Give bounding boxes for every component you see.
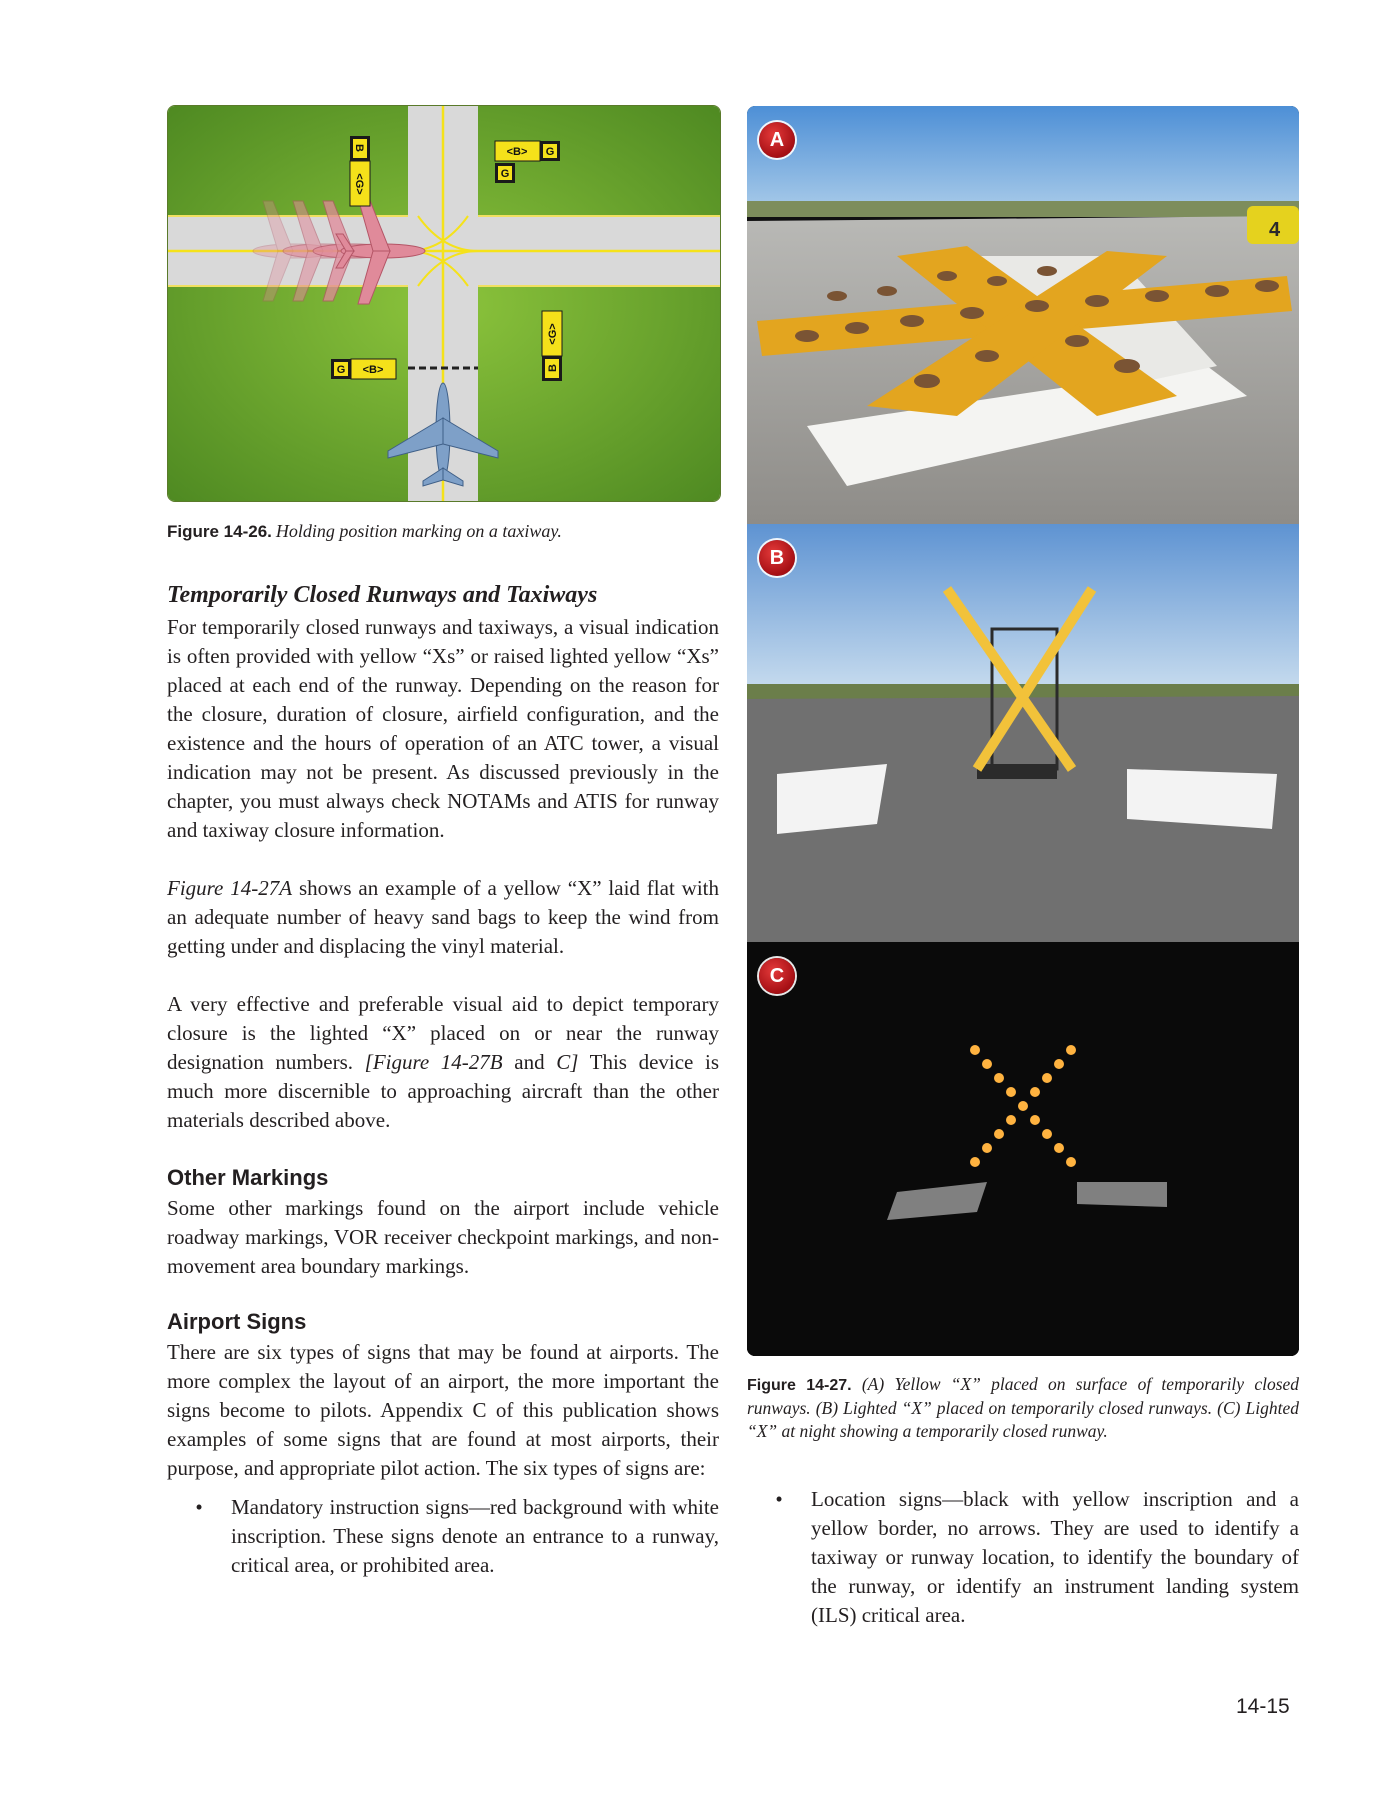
svg-text:B: B (547, 364, 559, 372)
left-column (167, 582, 719, 1580)
bullet-symbol: • (195, 1495, 203, 1519)
badge-a: A (759, 122, 795, 158)
section-heading-signs: Airport Signs (167, 1309, 307, 1334)
svg-text:G: G (500, 168, 510, 180)
right-column (747, 1485, 1299, 1630)
figure-ref: Figure 14-27A (167, 876, 293, 900)
figure-14-26-caption (167, 521, 727, 542)
figure-ref: [Figure 14-27B (364, 1050, 503, 1074)
paragraph-text: shows an example of a yellow “X” laid flat with an adequate number of heavy sand bags to keep the wind from getting under and displacing the vinyl material. (167, 876, 720, 958)
figure-14-27-caption (747, 1373, 1299, 1443)
photo-b-lighted-x-day (747, 524, 1299, 942)
paragraph-closed-2 (167, 874, 719, 961)
photo-panel-c (747, 942, 1299, 1356)
bullet-location-signs (747, 1485, 1299, 1630)
figure-caption-text: Holding position marking on a taxiway. (275, 521, 562, 541)
photo-a-yellow-x (747, 106, 1299, 524)
svg-text:<G>: <G> (353, 173, 365, 195)
sign-bottom-left (331, 359, 396, 379)
paragraph-text: A very effective and preferable visual aid to depict temporary closure is the lighted “X” placed on or near the runway designation numbers. (167, 992, 719, 1074)
figure-label: Figure 14-27. (747, 1377, 852, 1394)
svg-text:<B>: <B> (506, 146, 528, 158)
svg-text:B: B (353, 144, 365, 152)
figure-label: Figure 14-26. (167, 522, 272, 541)
figure-ref: C] (556, 1050, 579, 1074)
paragraph-text: This device is much more discernible to approaching aircraft than the other materials described above. (167, 1050, 720, 1132)
sign-top-left (350, 136, 370, 206)
paragraph-closed-1: For temporarily closed runways and taxiways, a visual indication is often provided with yellow “Xs” or raised lighted yellow “Xs” placed at each end of the runway. Depending on the reason for the closure, duration of closure, airfield configuration, and the existence and the hours of operation of an ATC tower, a visual indication may not be present. As discussed previously in the chapter, you must always check NOTAMs and ATIS for runway and taxiway closure information. (167, 615, 719, 842)
photo-panel-b (747, 524, 1299, 942)
svg-text:<B>: <B> (362, 364, 384, 376)
sign-bottom-right (542, 311, 562, 381)
page-number: 14-15 (1236, 1695, 1290, 1718)
bullet-text: Mandatory instruction signs—red background with white inscription. These signs denote an entrance to a runway, critical area, or prohibited area. (231, 1495, 719, 1577)
vehicle-number: 4 (1269, 219, 1281, 241)
figure-caption-text: (A) Yellow “X” placed on surface of temporarily closed runways. (B) Lighted “X” placed on temporarily closed runways. (C) Lighted “X” at night showing a temporarily closed runway. (747, 1374, 1300, 1441)
svg-text:G: G (545, 146, 555, 158)
paragraph-signs: There are six types of signs that may be found at airports. The more complex the layout of an airport, the more important the signs become to pilots. Appendix C of this publication shows examples of some signs that are found at most airports, their purpose, and appropriate pilot action. The six types of signs are: (167, 1340, 719, 1480)
bullet-mandatory-signs (167, 1493, 719, 1580)
taxiway-diagram-svg (168, 106, 720, 501)
badge-c: C (759, 958, 795, 994)
svg-text:G: G (336, 364, 346, 376)
bullet-text: Location signs—black with yellow inscription and a yellow border, no arrows. They are used to identify a taxiway or runway location, to identify the boundary of the runway, or identify an instrument landing system (ILS) critical area. (811, 1487, 1299, 1627)
paragraph-text: and (502, 1050, 557, 1074)
section-heading-closed: Temporarily Closed Runways and Taxiways (167, 582, 598, 608)
svg-text:<G>: <G> (547, 323, 559, 345)
badge-b: B (759, 540, 795, 576)
photo-panel-a (747, 106, 1299, 524)
figure-14-26-diagram (167, 105, 721, 502)
bullet-symbol: • (775, 1487, 783, 1511)
paragraph-other: Some other markings found on the airport include vehicle roadway markings, VOR receiver checkpoint markings, and non-movement area boundary markings. (167, 1196, 719, 1278)
section-heading-other: Other Markings (167, 1165, 329, 1190)
photo-c-lighted-x-night (747, 942, 1299, 1356)
paragraph-closed-3 (167, 990, 719, 1135)
